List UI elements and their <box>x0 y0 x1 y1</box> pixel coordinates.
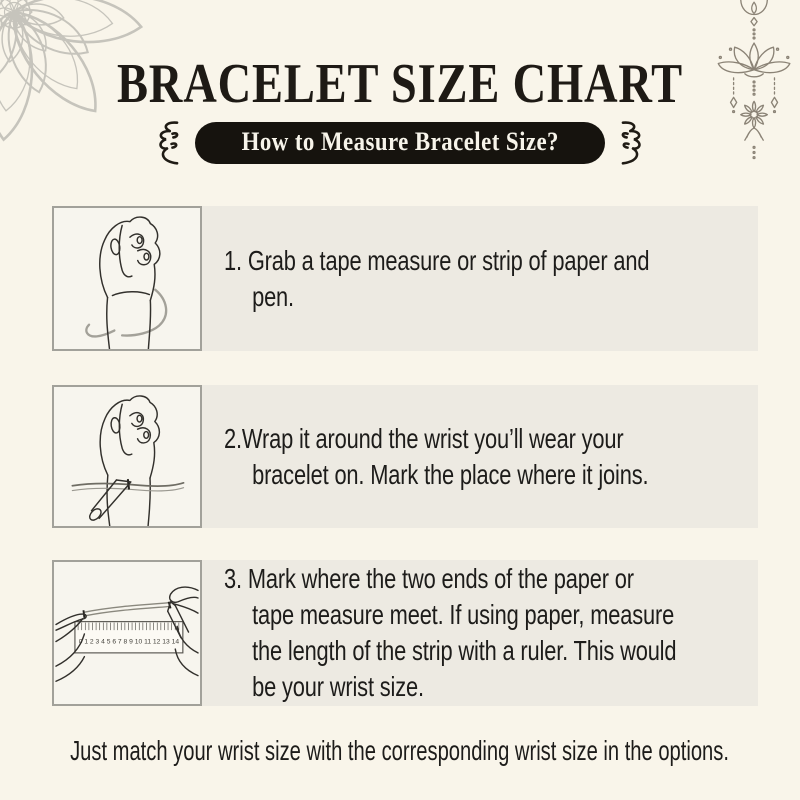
flourish-right-icon <box>618 119 650 167</box>
step-2-figure <box>52 385 202 528</box>
step-3-figure <box>52 560 202 706</box>
hand-with-strip-and-pen-icon <box>54 387 200 526</box>
step-1-figure <box>52 206 202 351</box>
step-2-text <box>202 385 768 528</box>
step-3-line-1: 3. Mark where the two ends of the paper or <box>224 563 634 594</box>
page-title <box>0 52 800 116</box>
footer-note: Just match your wrist size with the corresponding wrist size in the options. <box>70 735 730 766</box>
step-2-line-1: 2.Wrap it around the wrist you’ll wear your <box>224 422 624 454</box>
step-1-text <box>202 206 769 351</box>
step-1-line-1: 1. Grab a tape measure or strip of paper and <box>224 244 650 276</box>
ruler-numbers: 0 1 2 3 4 5 6 7 8 9 10 11 12 13 14 <box>78 638 180 646</box>
step-3-line-4: be your wrist size. <box>252 671 424 702</box>
step-2-line-2: bracelet on. Mark the place where it joins. <box>252 458 649 490</box>
step-3-row <box>52 560 758 706</box>
step-1-row <box>52 206 758 351</box>
hands-with-ruler-icon <box>54 562 200 704</box>
step-3-line-2: tape measure meet. If using paper, measure <box>252 599 675 630</box>
subtitle-badge-row <box>0 119 800 167</box>
footer-note-row <box>0 731 800 771</box>
flourish-left-icon <box>150 119 182 167</box>
step-3-line-3: the length of the strip with a ruler. This would <box>252 635 677 666</box>
step-1-line-2: pen. <box>252 280 294 312</box>
step-2-row <box>52 385 758 528</box>
subtitle-badge <box>195 122 606 164</box>
subtitle-badge-label: How to Measure Bracelet Size? <box>241 126 559 156</box>
page-title-text: BRACELET SIZE CHART <box>116 53 684 115</box>
step-3-text <box>202 560 800 706</box>
hand-with-tape-loop-icon <box>54 208 200 349</box>
